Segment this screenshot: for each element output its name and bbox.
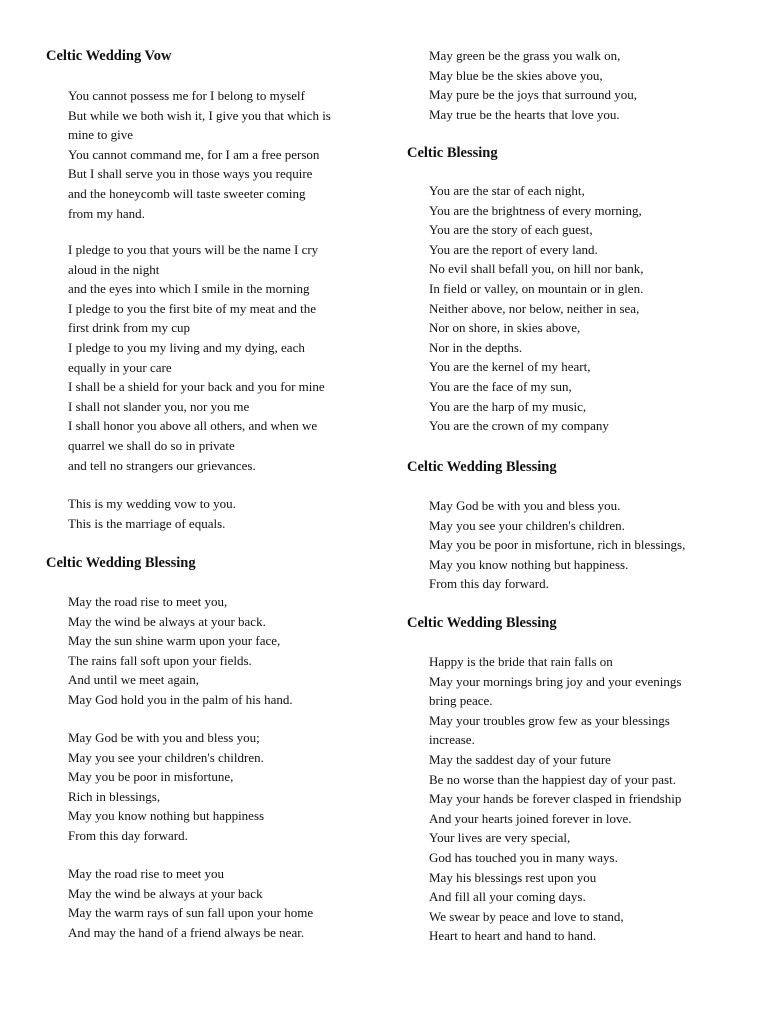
poem-line: increase. (429, 732, 475, 748)
poem-line: May the sun shine warm upon your face, (68, 633, 281, 649)
wedding-blessing-section (46, 553, 376, 573)
poem-line: from my hand. (68, 205, 145, 221)
poem-line: mine to give (68, 127, 133, 143)
poem-line: May the wind be always at your back. (68, 613, 266, 629)
poem-line: and tell no strangers our grievances. (68, 457, 256, 473)
poem-line: May the warm rays of sun fall upon your home (68, 905, 314, 921)
poem-line: Happy is the bride that rain falls on (429, 654, 613, 669)
poem-line: Heart to heart and hand to hand. (429, 928, 597, 944)
poem-line: May God hold you in the palm of his hand. (68, 691, 293, 707)
poem-line: May the road rise to meet you (68, 866, 224, 881)
vow-stanza-2 (46, 240, 376, 475)
poem-line: No evil shall befall you, on hill nor bank, (429, 261, 644, 277)
poem-line: May the wind be always at your back (68, 885, 263, 901)
celtic-blessing-section (407, 143, 747, 163)
poem-line: You cannot possess me for I belong to myself (68, 88, 305, 103)
wedding-blessing-2-section (407, 457, 747, 477)
poem-line: May your hands be forever clasped in friendship (429, 791, 682, 807)
poem-line: May you see your children's children. (429, 517, 625, 533)
poem-line: And your hearts joined forever in love. (429, 810, 632, 826)
poem-line: Neither above, nor below, neither in sea, (429, 300, 640, 316)
poem-line: first drink from my cup (68, 320, 191, 336)
poem-line: May true be the hearts that love you. (429, 106, 620, 122)
poem-line: You are the star of each night, (429, 183, 585, 198)
poem-line: You are the report of every land. (429, 241, 598, 257)
poem-line: I shall honor you above all others, and when we (68, 418, 318, 434)
poem-line: This is the marriage of equals. (68, 515, 226, 531)
poem-line: aloud in the night (68, 261, 160, 277)
wedding-blessing-2-stanza (407, 496, 747, 594)
poem-line: Be no worse than the happiest day of your past. (429, 771, 676, 787)
section-title: Celtic Wedding Blessing (46, 555, 196, 571)
poem-line: and the eyes into which I smile in the morning (68, 281, 310, 297)
poem-line: May blue be the skies above you, (429, 67, 603, 83)
blessing-stanza-2 (46, 728, 376, 846)
poem-line: May pure be the joys that surround you, (429, 87, 637, 103)
poem-line: May you see your children's children. (68, 749, 264, 765)
poem-line: equally in your care (68, 359, 172, 375)
poem-line: May your troubles grow few as your blessings (429, 712, 670, 728)
poem-line: But I shall serve you in those ways you require (68, 166, 313, 182)
section-title: Celtic Wedding Blessing (407, 459, 557, 475)
section-title: Celtic Wedding Vow (46, 48, 172, 64)
wedding-blessing-3-section (407, 613, 747, 633)
poem-line: You are the kernel of my heart, (429, 359, 591, 375)
poem-line: May his blessings rest upon you (429, 869, 597, 885)
poem-line: May the saddest day of your future (429, 751, 611, 767)
poem-line: May the road rise to meet you, (68, 594, 228, 609)
poem-line: Your lives are very special, (429, 830, 571, 846)
poem-line: In field or valley, on mountain or in glen. (429, 280, 644, 296)
poem-line: But while we both wish it, I give you that which is (68, 107, 331, 123)
poem-line: May your mornings bring joy and your evenings (429, 673, 682, 689)
poem-line: From this day forward. (429, 576, 549, 592)
wedding-blessing-3-stanza (407, 652, 747, 946)
continued-stanza (407, 46, 747, 124)
poem-line: I pledge to you the first bite of my meat and the (68, 300, 317, 316)
poem-line: quarrel we shall do so in private (68, 437, 235, 453)
poem-line: You are the face of my sun, (429, 378, 572, 394)
poem-line: May green be the grass you walk on, (429, 48, 621, 63)
poem-line: You are the brightness of every morning, (429, 202, 642, 218)
poem-line: You are the harp of my music, (429, 398, 587, 414)
poem-line: We swear by peace and love to stand, (429, 908, 624, 924)
poem-line: Nor in the depths. (429, 339, 523, 355)
poem-line: You are the crown of my company (429, 418, 609, 434)
blessing-stanza-3 (46, 864, 376, 942)
poem-line: bring peace. (429, 693, 493, 709)
poem-line: May God be with you and bless you. (429, 498, 621, 513)
poem-line: You cannot command me, for I am a free person (68, 146, 320, 162)
poem-line: I shall not slander you, nor you me (68, 398, 250, 414)
poem-line: I pledge to you my living and my dying, each (68, 339, 305, 355)
poem-line: I shall be a shield for your back and you for mine (68, 379, 325, 395)
poem-line: Rich in blessings, (68, 788, 161, 804)
poem-line: You are the story of each guest, (429, 222, 593, 238)
poem-line: May you be poor in misfortune, (68, 769, 234, 785)
poem-line: And fill all your coming days. (429, 889, 586, 905)
poem-line: May you know nothing but happiness (68, 808, 265, 824)
vow-stanza-1 (46, 86, 376, 223)
section-title: Celtic Wedding Blessing (407, 615, 557, 631)
poem-line: This is my wedding vow to you. (68, 496, 236, 511)
poem-line: God has touched you in many ways. (429, 849, 618, 865)
poem-line: May you be poor in misfortune, rich in blessings, (429, 537, 686, 553)
poem-line: Nor on shore, in skies above, (429, 320, 581, 336)
poem-line: May God be with you and bless you; (68, 730, 260, 745)
wedding-vow-section (46, 46, 376, 66)
poem-line: and the honeycomb will taste sweeter coming (68, 185, 306, 201)
poem-line: From this day forward. (68, 827, 188, 843)
celtic-blessing-stanza (407, 181, 747, 436)
section-title: Celtic Blessing (407, 145, 498, 161)
poem-line: And may the hand of a friend always be near. (68, 924, 305, 940)
poem-line: May you know nothing but happiness. (429, 556, 629, 572)
poem-line: I pledge to you that yours will be the name I cry (68, 242, 319, 257)
blessing-stanza-1 (46, 592, 376, 710)
vow-stanza-3 (46, 494, 376, 533)
poem-line: And until we meet again, (68, 672, 200, 688)
poem-line: The rains fall soft upon your fields. (68, 652, 252, 668)
